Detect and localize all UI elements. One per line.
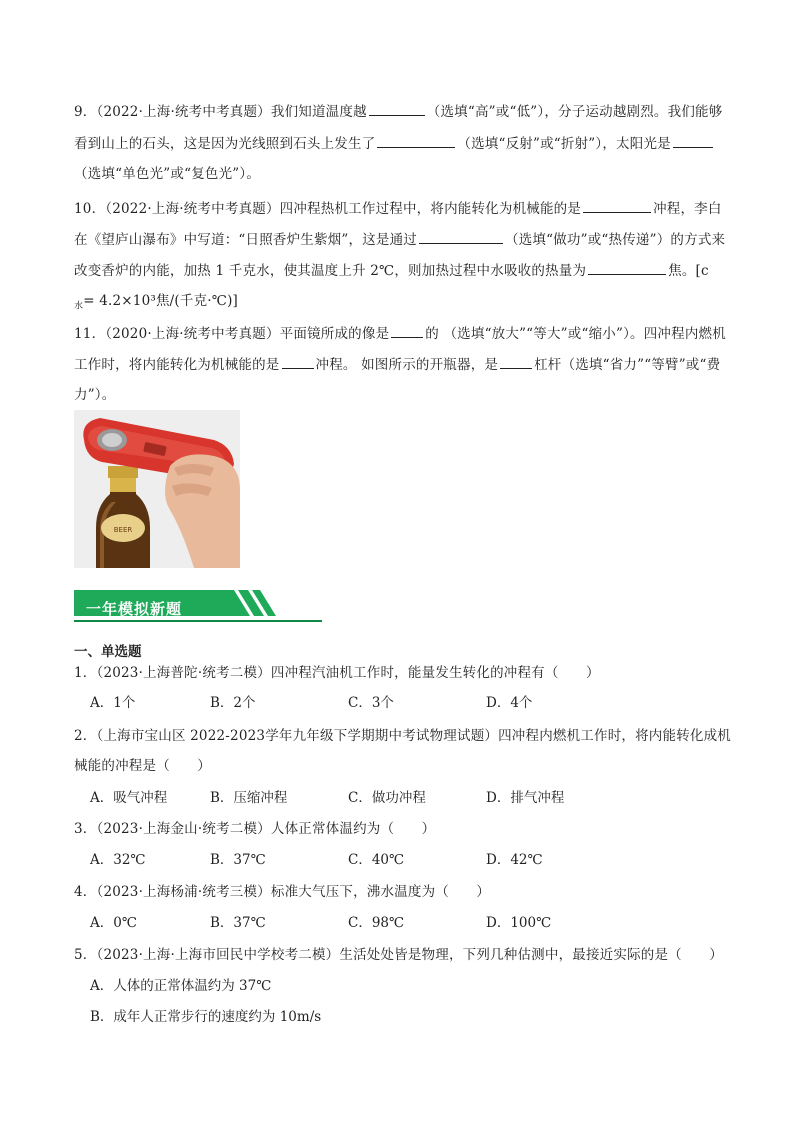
q11-blank-1	[391, 323, 423, 338]
q4-stem: 4．（2023·上海杨浦·统考三模）标准大气压下，沸水温度为（ ）	[74, 884, 491, 900]
q1-option-a[interactable]: A．1个	[90, 695, 136, 711]
q2-option-b[interactable]: B．压缩冲程	[210, 790, 288, 806]
q11-line-1	[74, 323, 726, 344]
q11-blank-2	[282, 354, 314, 369]
q11-blank-3	[500, 354, 532, 369]
q4-option-c[interactable]: C．98℃	[348, 915, 405, 931]
q10-text: 在《望庐山瀑布》中写道：“日照香炉生紫烟”，这是通过	[74, 232, 418, 248]
q11-text: 的 （选填“放大”“等大”或“缩小”）。四冲程内燃机	[425, 326, 726, 342]
q5-stem: 5．（2023·上海·上海市回民中学校考二模）生活处处皆是物理，下列几种估测中，最接近实际的是（ ）	[74, 947, 723, 963]
svg-text:BEER: BEER	[113, 526, 133, 534]
q10-line-3	[74, 260, 709, 281]
q1-option-c[interactable]: C．3个	[348, 695, 394, 711]
q1-option-b[interactable]: B．2个	[210, 695, 256, 711]
q2-option-a[interactable]: A．吸气冲程	[90, 790, 168, 806]
q3-option-a[interactable]: A．32℃	[90, 852, 146, 868]
q9-text: 9．（2022·上海·统考中考真题）我们知道温度越	[74, 104, 367, 120]
banner-label: 一年模拟新题	[86, 600, 183, 618]
q2-option-c[interactable]: C．做功冲程	[348, 790, 426, 806]
q2-stem-line-2: 械能的冲程是（ ）	[74, 758, 211, 774]
q11-text: 11．（2020·上海·统考中考真题）平面镜所成的像是	[74, 326, 390, 342]
q10-blank-1	[583, 198, 651, 213]
q10-subscript: 水	[74, 301, 84, 312]
q10-line-2	[74, 229, 725, 250]
q3-option-c[interactable]: C．40℃	[348, 852, 405, 868]
q5-option-b[interactable]: B．成年人正常步行的速度约为 10m/s	[90, 1009, 322, 1025]
q10-text: = 4.2×10³焦/(千克·℃)]	[83, 293, 239, 309]
q10-text: 10．（2022·上海·统考中考真题）四冲程热机工作过程中，将内能转化为机械能的是	[74, 201, 582, 217]
q3-option-d[interactable]: D．42℃	[486, 852, 543, 868]
q3-option-b[interactable]: B．37℃	[210, 852, 266, 868]
q9-line-3	[74, 164, 260, 184]
q9-blank-1	[369, 101, 425, 116]
q10-blank-2	[419, 229, 503, 244]
q9-line-1	[74, 101, 722, 122]
q10-text: 改变香炉的内能，加热 1 千克水，使其温度上升 2℃，则加热过程中水吸收的热量为	[74, 263, 587, 279]
q4-option-b[interactable]: B．37℃	[210, 915, 266, 931]
q11-line-2	[74, 354, 720, 375]
q11-text: 力”）。	[74, 387, 116, 403]
q11-text: 杠杆（选填“省力”“等臂”或“费	[534, 357, 721, 373]
q2-option-d[interactable]: D．排气冲程	[486, 790, 565, 806]
q11-text: 冲程。 如图所示的开瓶器，是	[315, 357, 499, 373]
q10-text: （选填“做功”或“热传递”）的方式来	[505, 232, 726, 248]
q3-stem: 3．（2023·上海金山·统考二模）人体正常体温约为（ ）	[74, 821, 436, 837]
q10-text: 冲程，李白	[653, 201, 722, 217]
q4-option-d[interactable]: D．100℃	[486, 915, 552, 931]
q2-stem-line-1: 2．（上海市宝山区 2022-2023学年九年级下学期期中考试物理试题）四冲程内燃机工作时，将内能转化成机	[74, 728, 732, 744]
q9-text: （选填“单色光”或“复色光”）。	[74, 166, 261, 182]
q9-line-2	[74, 133, 715, 154]
q9-blank-2	[377, 133, 455, 148]
q11-line-3	[74, 385, 115, 405]
q5-option-a[interactable]: A．人体的正常体温约为 37℃	[90, 978, 272, 994]
q10-blank-3	[588, 260, 666, 275]
q4-option-a[interactable]: A．0℃	[90, 915, 137, 931]
q11-text: 工作时，将内能转化为机械能的是	[74, 357, 280, 373]
q9-text: （选填“反射”或“折射”），太阳光是	[457, 136, 671, 152]
q9-blank-3	[673, 133, 713, 148]
section-title: 一、单选题	[74, 644, 142, 660]
q10-line-1	[74, 198, 722, 219]
q9-text: （选填“高”或“低”），分子运动越剧烈。我们能够	[426, 104, 723, 120]
q10-line-4	[74, 291, 238, 317]
q1-stem: 1．（2023·上海普陀·统考二模）四冲程汽油机工作时，能量发生转化的冲程有（ ）	[74, 665, 600, 681]
q9-text: 看到山上的石头，这是因为光线照到石头上发生了	[74, 136, 376, 152]
bottle-opener-photo	[74, 410, 240, 568]
q10-text: 焦。[c	[668, 263, 709, 279]
q1-option-d[interactable]: D．4个	[486, 695, 533, 711]
bottle-opener-illustration	[74, 410, 240, 568]
